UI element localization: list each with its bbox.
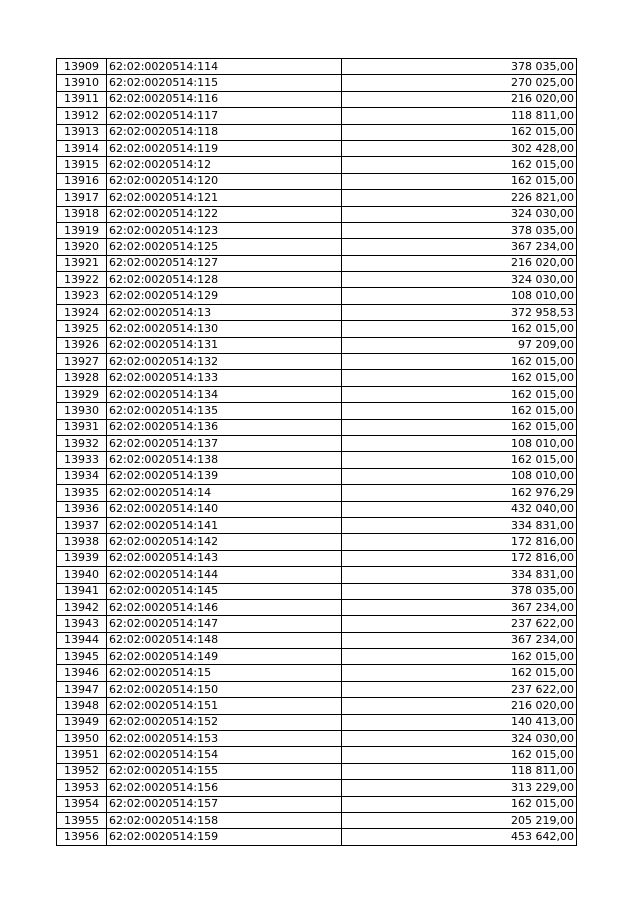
value-cell: 162 015,00 <box>342 157 577 173</box>
row-number-cell: 13950 <box>57 731 107 747</box>
value-cell: 108 010,00 <box>342 288 577 304</box>
cadastral-value-table <box>56 58 577 846</box>
table-row <box>57 288 577 304</box>
value-cell: 162 015,00 <box>342 403 577 419</box>
cadastral-number-cell: 62:02:0020514:145 <box>107 583 342 599</box>
cadastral-number-cell: 62:02:0020514:127 <box>107 255 342 271</box>
row-number-cell: 13921 <box>57 255 107 271</box>
value-cell: 162 015,00 <box>342 173 577 189</box>
cadastral-number-cell: 62:02:0020514:122 <box>107 206 342 222</box>
value-cell: 162 015,00 <box>342 354 577 370</box>
cadastral-number-cell: 62:02:0020514:140 <box>107 501 342 517</box>
value-cell: 270 025,00 <box>342 75 577 91</box>
table-row <box>57 599 577 615</box>
row-number-cell: 13953 <box>57 780 107 796</box>
cadastral-number-cell: 62:02:0020514:129 <box>107 288 342 304</box>
row-number-cell: 13937 <box>57 517 107 533</box>
row-number-cell: 13918 <box>57 206 107 222</box>
row-number-cell: 13925 <box>57 321 107 337</box>
cadastral-number-cell: 62:02:0020514:138 <box>107 452 342 468</box>
value-cell: 216 020,00 <box>342 698 577 714</box>
row-number-cell: 13915 <box>57 157 107 173</box>
value-cell: 324 030,00 <box>342 206 577 222</box>
value-cell: 237 622,00 <box>342 616 577 632</box>
table-row <box>57 386 577 402</box>
table-row <box>57 321 577 337</box>
row-number-cell: 13940 <box>57 567 107 583</box>
row-number-cell: 13913 <box>57 124 107 140</box>
row-number-cell: 13914 <box>57 140 107 156</box>
table-row <box>57 796 577 812</box>
cadastral-number-cell: 62:02:0020514:141 <box>107 517 342 533</box>
row-number-cell: 13939 <box>57 550 107 566</box>
table-row <box>57 698 577 714</box>
table-row <box>57 272 577 288</box>
table-row <box>57 222 577 238</box>
table-row <box>57 468 577 484</box>
row-number-cell: 13929 <box>57 386 107 402</box>
value-cell: 432 040,00 <box>342 501 577 517</box>
row-number-cell: 13927 <box>57 354 107 370</box>
value-cell: 226 821,00 <box>342 190 577 206</box>
cadastral-number-cell: 62:02:0020514:14 <box>107 485 342 501</box>
row-number-cell: 13911 <box>57 91 107 107</box>
table-row <box>57 370 577 386</box>
table-row <box>57 157 577 173</box>
row-number-cell: 13909 <box>57 59 107 75</box>
value-cell: 324 030,00 <box>342 731 577 747</box>
row-number-cell: 13955 <box>57 812 107 828</box>
table-row <box>57 403 577 419</box>
table-row <box>57 632 577 648</box>
row-number-cell: 13948 <box>57 698 107 714</box>
row-number-cell: 13923 <box>57 288 107 304</box>
row-number-cell: 13910 <box>57 75 107 91</box>
row-number-cell: 13951 <box>57 747 107 763</box>
table-row <box>57 501 577 517</box>
row-number-cell: 13922 <box>57 272 107 288</box>
cadastral-number-cell: 62:02:0020514:157 <box>107 796 342 812</box>
value-cell: 140 413,00 <box>342 714 577 730</box>
cadastral-number-cell: 62:02:0020514:118 <box>107 124 342 140</box>
value-cell: 216 020,00 <box>342 91 577 107</box>
table-row <box>57 435 577 451</box>
row-number-cell: 13930 <box>57 403 107 419</box>
table-row <box>57 190 577 206</box>
table-row <box>57 550 577 566</box>
table-row <box>57 534 577 550</box>
value-cell: 172 816,00 <box>342 534 577 550</box>
table-row <box>57 583 577 599</box>
row-number-cell: 13917 <box>57 190 107 206</box>
cadastral-number-cell: 62:02:0020514:15 <box>107 665 342 681</box>
value-cell: 205 219,00 <box>342 812 577 828</box>
value-cell: 313 229,00 <box>342 780 577 796</box>
row-number-cell: 13912 <box>57 108 107 124</box>
table-row <box>57 616 577 632</box>
cadastral-number-cell: 62:02:0020514:130 <box>107 321 342 337</box>
value-cell: 378 035,00 <box>342 59 577 75</box>
value-cell: 118 811,00 <box>342 108 577 124</box>
cadastral-number-cell: 62:02:0020514:142 <box>107 534 342 550</box>
row-number-cell: 13956 <box>57 829 107 845</box>
value-cell: 302 428,00 <box>342 140 577 156</box>
row-number-cell: 13954 <box>57 796 107 812</box>
value-cell: 378 035,00 <box>342 222 577 238</box>
value-cell: 162 015,00 <box>342 747 577 763</box>
row-number-cell: 13947 <box>57 681 107 697</box>
row-number-cell: 13952 <box>57 763 107 779</box>
value-cell: 162 976,29 <box>342 485 577 501</box>
value-cell: 453 642,00 <box>342 829 577 845</box>
cadastral-number-cell: 62:02:0020514:147 <box>107 616 342 632</box>
row-number-cell: 13945 <box>57 649 107 665</box>
row-number-cell: 13928 <box>57 370 107 386</box>
cadastral-number-cell: 62:02:0020514:144 <box>107 567 342 583</box>
table-row <box>57 780 577 796</box>
table-row <box>57 337 577 353</box>
cadastral-number-cell: 62:02:0020514:123 <box>107 222 342 238</box>
cadastral-number-cell: 62:02:0020514:139 <box>107 468 342 484</box>
table-row <box>57 731 577 747</box>
table-row <box>57 665 577 681</box>
cadastral-number-cell: 62:02:0020514:119 <box>107 140 342 156</box>
table-row <box>57 140 577 156</box>
row-number-cell: 13932 <box>57 435 107 451</box>
cadastral-number-cell: 62:02:0020514:131 <box>107 337 342 353</box>
value-cell: 162 015,00 <box>342 321 577 337</box>
row-number-cell: 13943 <box>57 616 107 632</box>
cadastral-number-cell: 62:02:0020514:151 <box>107 698 342 714</box>
value-cell: 367 234,00 <box>342 239 577 255</box>
table-row <box>57 304 577 320</box>
value-cell: 237 622,00 <box>342 681 577 697</box>
row-number-cell: 13944 <box>57 632 107 648</box>
row-number-cell: 13916 <box>57 173 107 189</box>
row-number-cell: 13926 <box>57 337 107 353</box>
table-row <box>57 354 577 370</box>
value-cell: 367 234,00 <box>342 599 577 615</box>
table-row <box>57 255 577 271</box>
cadastral-number-cell: 62:02:0020514:13 <box>107 304 342 320</box>
table-row <box>57 206 577 222</box>
cadastral-number-cell: 62:02:0020514:146 <box>107 599 342 615</box>
value-cell: 324 030,00 <box>342 272 577 288</box>
table-row <box>57 485 577 501</box>
row-number-cell: 13936 <box>57 501 107 517</box>
table-row <box>57 173 577 189</box>
cadastral-number-cell: 62:02:0020514:156 <box>107 780 342 796</box>
cadastral-number-cell: 62:02:0020514:120 <box>107 173 342 189</box>
cadastral-number-cell: 62:02:0020514:136 <box>107 419 342 435</box>
table-row <box>57 59 577 75</box>
cadastral-number-cell: 62:02:0020514:128 <box>107 272 342 288</box>
cadastral-number-cell: 62:02:0020514:115 <box>107 75 342 91</box>
row-number-cell: 13919 <box>57 222 107 238</box>
table-row <box>57 108 577 124</box>
row-number-cell: 13949 <box>57 714 107 730</box>
cadastral-number-cell: 62:02:0020514:153 <box>107 731 342 747</box>
row-number-cell: 13920 <box>57 239 107 255</box>
row-number-cell: 13938 <box>57 534 107 550</box>
cadastral-number-cell: 62:02:0020514:143 <box>107 550 342 566</box>
cadastral-number-cell: 62:02:0020514:114 <box>107 59 342 75</box>
value-cell: 108 010,00 <box>342 468 577 484</box>
table-row <box>57 714 577 730</box>
table-row <box>57 649 577 665</box>
cadastral-number-cell: 62:02:0020514:159 <box>107 829 342 845</box>
table-row <box>57 239 577 255</box>
value-cell: 162 015,00 <box>342 124 577 140</box>
table-row <box>57 124 577 140</box>
table-row <box>57 747 577 763</box>
value-cell: 97 209,00 <box>342 337 577 353</box>
value-cell: 367 234,00 <box>342 632 577 648</box>
row-number-cell: 13941 <box>57 583 107 599</box>
cadastral-number-cell: 62:02:0020514:150 <box>107 681 342 697</box>
row-number-cell: 13946 <box>57 665 107 681</box>
table-row <box>57 812 577 828</box>
value-cell: 162 015,00 <box>342 386 577 402</box>
row-number-cell: 13931 <box>57 419 107 435</box>
cadastral-number-cell: 62:02:0020514:125 <box>107 239 342 255</box>
table-row <box>57 829 577 845</box>
table-body <box>57 59 577 846</box>
cadastral-number-cell: 62:02:0020514:121 <box>107 190 342 206</box>
value-cell: 108 010,00 <box>342 435 577 451</box>
cadastral-number-cell: 62:02:0020514:152 <box>107 714 342 730</box>
cadastral-number-cell: 62:02:0020514:12 <box>107 157 342 173</box>
value-cell: 162 015,00 <box>342 665 577 681</box>
value-cell: 118 811,00 <box>342 763 577 779</box>
row-number-cell: 13935 <box>57 485 107 501</box>
cadastral-number-cell: 62:02:0020514:135 <box>107 403 342 419</box>
cadastral-number-cell: 62:02:0020514:133 <box>107 370 342 386</box>
cadastral-number-cell: 62:02:0020514:148 <box>107 632 342 648</box>
cadastral-number-cell: 62:02:0020514:158 <box>107 812 342 828</box>
value-cell: 162 015,00 <box>342 419 577 435</box>
cadastral-number-cell: 62:02:0020514:116 <box>107 91 342 107</box>
value-cell: 172 816,00 <box>342 550 577 566</box>
value-cell: 162 015,00 <box>342 649 577 665</box>
cadastral-number-cell: 62:02:0020514:155 <box>107 763 342 779</box>
cadastral-number-cell: 62:02:0020514:149 <box>107 649 342 665</box>
row-number-cell: 13934 <box>57 468 107 484</box>
value-cell: 372 958,53 <box>342 304 577 320</box>
cadastral-number-cell: 62:02:0020514:117 <box>107 108 342 124</box>
value-cell: 378 035,00 <box>342 583 577 599</box>
table-row <box>57 419 577 435</box>
table-row <box>57 567 577 583</box>
table-row <box>57 91 577 107</box>
value-cell: 334 831,00 <box>342 567 577 583</box>
value-cell: 334 831,00 <box>342 517 577 533</box>
table-row <box>57 681 577 697</box>
table-row <box>57 517 577 533</box>
row-number-cell: 13933 <box>57 452 107 468</box>
row-number-cell: 13942 <box>57 599 107 615</box>
cadastral-number-cell: 62:02:0020514:154 <box>107 747 342 763</box>
cadastral-number-cell: 62:02:0020514:137 <box>107 435 342 451</box>
value-cell: 162 015,00 <box>342 452 577 468</box>
table-row <box>57 75 577 91</box>
table-row <box>57 763 577 779</box>
cadastral-number-cell: 62:02:0020514:134 <box>107 386 342 402</box>
cadastral-number-cell: 62:02:0020514:132 <box>107 354 342 370</box>
row-number-cell: 13924 <box>57 304 107 320</box>
table-row <box>57 452 577 468</box>
value-cell: 162 015,00 <box>342 370 577 386</box>
value-cell: 216 020,00 <box>342 255 577 271</box>
value-cell: 162 015,00 <box>342 796 577 812</box>
